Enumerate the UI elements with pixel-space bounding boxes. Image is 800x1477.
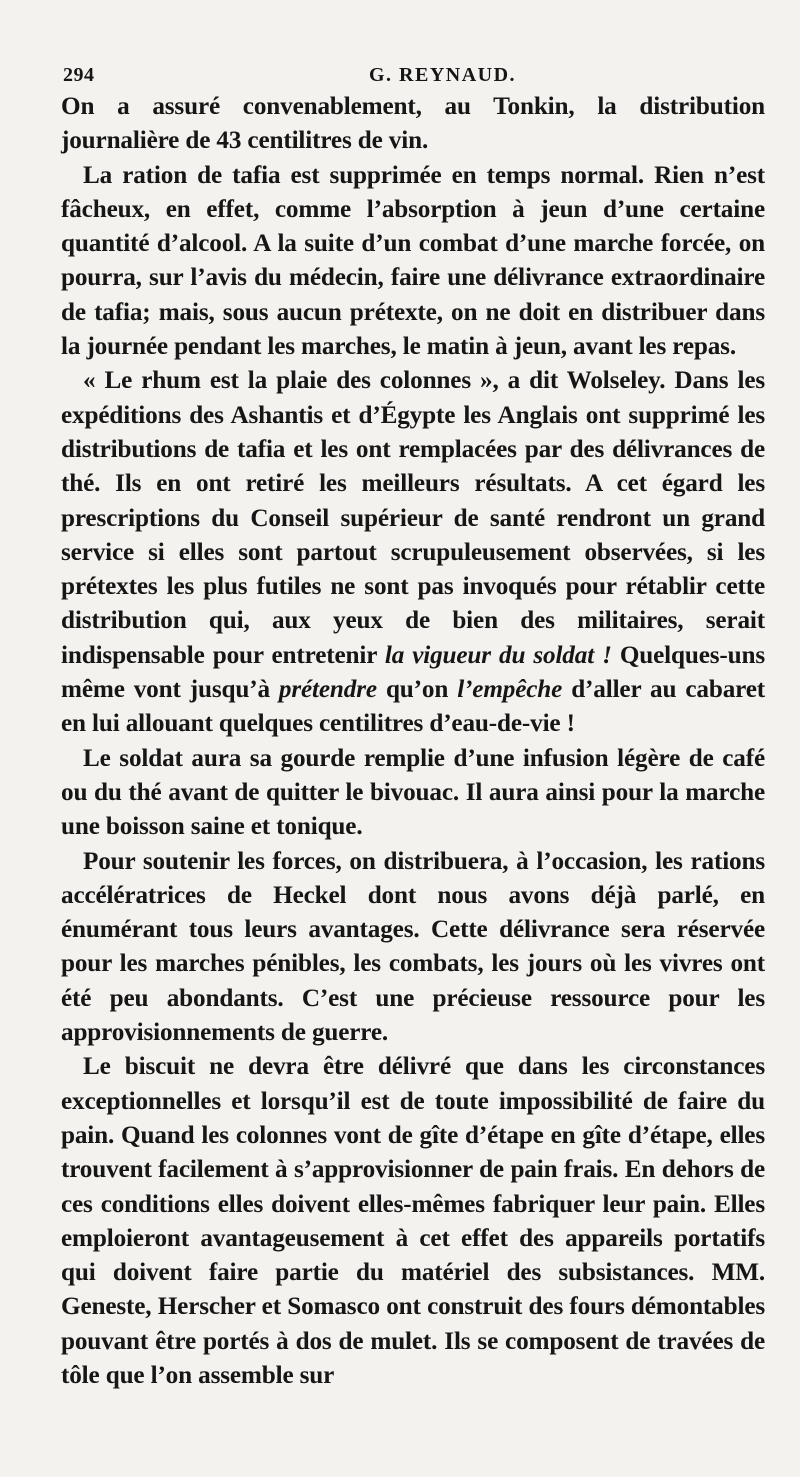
paragraph [61, 1050, 765, 1393]
paragraph [61, 364, 765, 741]
text-run: Quelques-uns même vont jusqu’à [61, 641, 766, 704]
running-head [61, 56, 768, 90]
paragraph [61, 159, 765, 365]
body-text [61, 90, 765, 1393]
italic-text: la vigueur du soldat ! [384, 641, 612, 669]
paragraph [61, 742, 765, 845]
running-title: G. REYNAUD. [369, 64, 517, 86]
text-run: La ration de tafia est supprimée en temps normal. Rien n’est fâcheux, en effet, comme l’absorption à jeun d’une certaine quantité d’alcool. A la suite d’un combat d’une marche forcée, on pourra, sur l’avis du médecin, faire une délivrance extraordinaire de tafia; mais, sous aucun prétexte, on ne doit en distribuer dans la journée pendant les marches, le matin à jeun, avant les repas. [61, 161, 765, 361]
text-run: d’aller au cabaret en lui allouant quelques centilitres d’eau-de-vie ! [61, 676, 765, 738]
text-run: Le soldat aura sa gourde remplie d’une infusion légère de café ou du thé avant de quitter le bivouac. Il aura ainsi pour la marche une boisson saine et tonique. [61, 744, 765, 841]
text-run: « Le rhum est la plaie des colonnes », a dit Wolseley. Dans les expéditions des Ashantis et d’Égypte les Anglais ont supprimé les distributions de tafia et les ont remplacées par des délivrances de thé. Ils en ont retiré les meilleurs résultats. A cet égard les prescriptions du Conseil supérieur de santé rendront un grand service si elles sont partout scrupuleusement observées, si les prétextes les plus futiles ne sont pas invoqués pour rétablir cette distribution qui, aux yeux de bien des militaires, serait indispensable pour entretenir [61, 367, 765, 669]
paragraph [61, 845, 765, 1051]
text-run: qu’on [376, 676, 458, 704]
italic-text: l’empêche [457, 676, 563, 704]
text-run: Le biscuit ne devra être délivré que dans les circonstances exceptionnelles et lorsqu’il est de toute impossibilité de faire du pain. Quand les colonnes vont de gîte d’étape en gîte d’étape, elles trouvent facilement à s’approvisionner de pain frais. En dehors de ces conditions elles doivent elles-mêmes fabriquer leur pain. Elles emploieront avantageusement à cet effet des appareils portatifs qui doivent faire partie du matériel des subsistances. MM. Geneste, Herscher et Somasco ont construit des fours démontables pouvant être portés à dos de mulet. Ils se composent de travées de tôle que l’on assemble sur [61, 1053, 765, 1389]
text-run: Pour soutenir les forces, on distribuera, à l’occasion, les rations accélératrices de Heckel dont nous avons déjà parlé, en énumérant tous leurs avantages. Cette délivrance sera réservée pour les marches pénibles, les combats, les jours où les vivres ont été peu abondants. C’est une précieuse ressource pour les approvisionnements de guerre. [61, 847, 765, 1047]
italic-text: prétendre [278, 676, 377, 704]
paragraph [61, 90, 765, 159]
text-run: On a assuré convenablement, au Tonkin, la distribution journalière de 43 centilitres de vin. [61, 93, 765, 155]
page-number: 294 [63, 64, 95, 86]
